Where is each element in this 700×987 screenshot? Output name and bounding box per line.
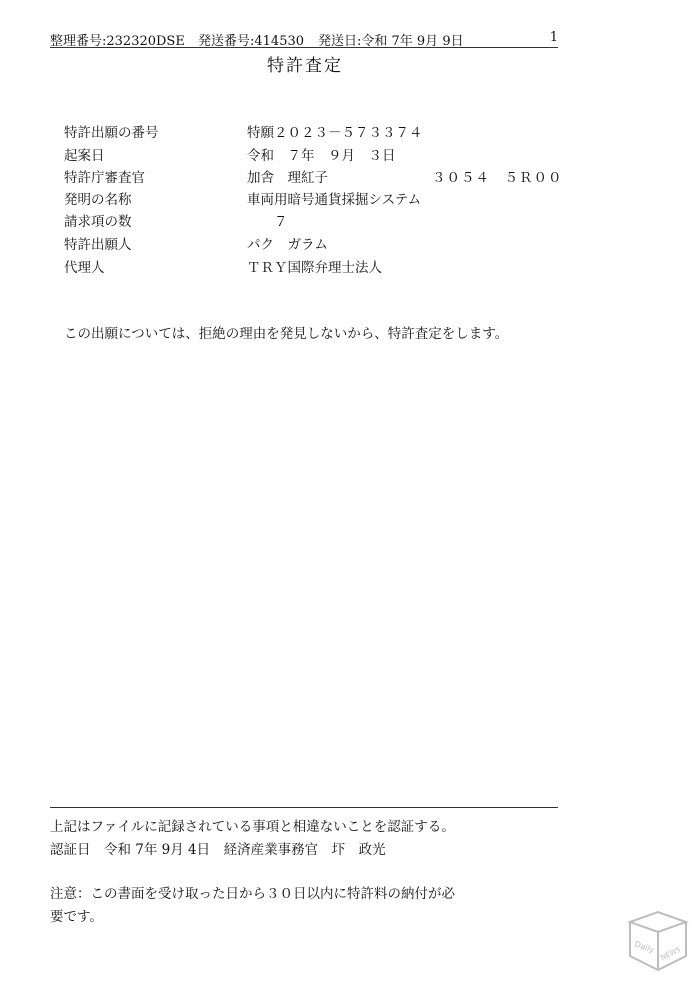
field-value: 特願２０２３－５７３３７４ — [247, 125, 423, 141]
field-label: 代理人 — [64, 260, 105, 276]
header-divider — [50, 47, 558, 48]
note-line-2: 要です。 — [50, 909, 103, 925]
certification-text: 上記はファイルに記録されている事項と相違ないことを認証する。 — [50, 819, 455, 835]
field-application-number — [64, 121, 564, 141]
field-label: 請求項の数 — [64, 214, 132, 230]
dispatch-date: 発送日:令和 7年 9月 9日 — [318, 34, 464, 49]
decision-statement: この出願については、拒絶の理由を発見しないから、特許査定をします。 — [64, 326, 509, 342]
field-value: ＴＲＹ国際弁理士法人 — [247, 260, 382, 276]
field-value: パク ガラム — [247, 237, 328, 253]
field-label: 起案日 — [64, 148, 105, 164]
reference-number: 整理番号:232320DSE — [50, 34, 185, 49]
svg-text:Daily: Daily — [633, 939, 656, 955]
watermark-cube-icon — [622, 908, 692, 978]
field-value: ７ — [247, 214, 288, 230]
page-number: 1 — [549, 30, 558, 45]
field-examiner — [64, 166, 564, 186]
examiner-code: ３０５４ ５Ｒ００ — [432, 170, 563, 186]
svg-text:NEWS: NEWS — [659, 945, 682, 962]
dispatch-number: 発送番号:414530 — [198, 34, 305, 49]
field-value: 令和 ７年 ９月 ３日 — [247, 148, 396, 164]
field-claim-count — [64, 210, 564, 230]
field-applicant — [64, 233, 564, 253]
document-header — [50, 30, 558, 48]
note-line-1: 注意：この書面を受け取った日から３０日以内に特許料の納付が必 — [50, 886, 455, 902]
field-label: 発明の名称 — [64, 192, 132, 208]
field-value: 車両用暗号通貨採掘システム — [247, 192, 422, 208]
field-label: 特許出願人 — [64, 237, 132, 253]
field-label: 特許出願の番号 — [64, 125, 159, 141]
footer-divider — [50, 807, 558, 808]
field-agent — [64, 256, 564, 276]
field-value: 加舎 理紅子 — [247, 170, 328, 186]
page-title: 特許査定 — [267, 56, 343, 76]
field-draft-date — [64, 144, 564, 164]
certification-date: 認証日 令和 7年 9月 4日 経済産業事務官 圷 政光 — [50, 842, 386, 858]
field-label: 特許庁審査官 — [64, 170, 145, 186]
field-invention-title — [64, 188, 564, 208]
